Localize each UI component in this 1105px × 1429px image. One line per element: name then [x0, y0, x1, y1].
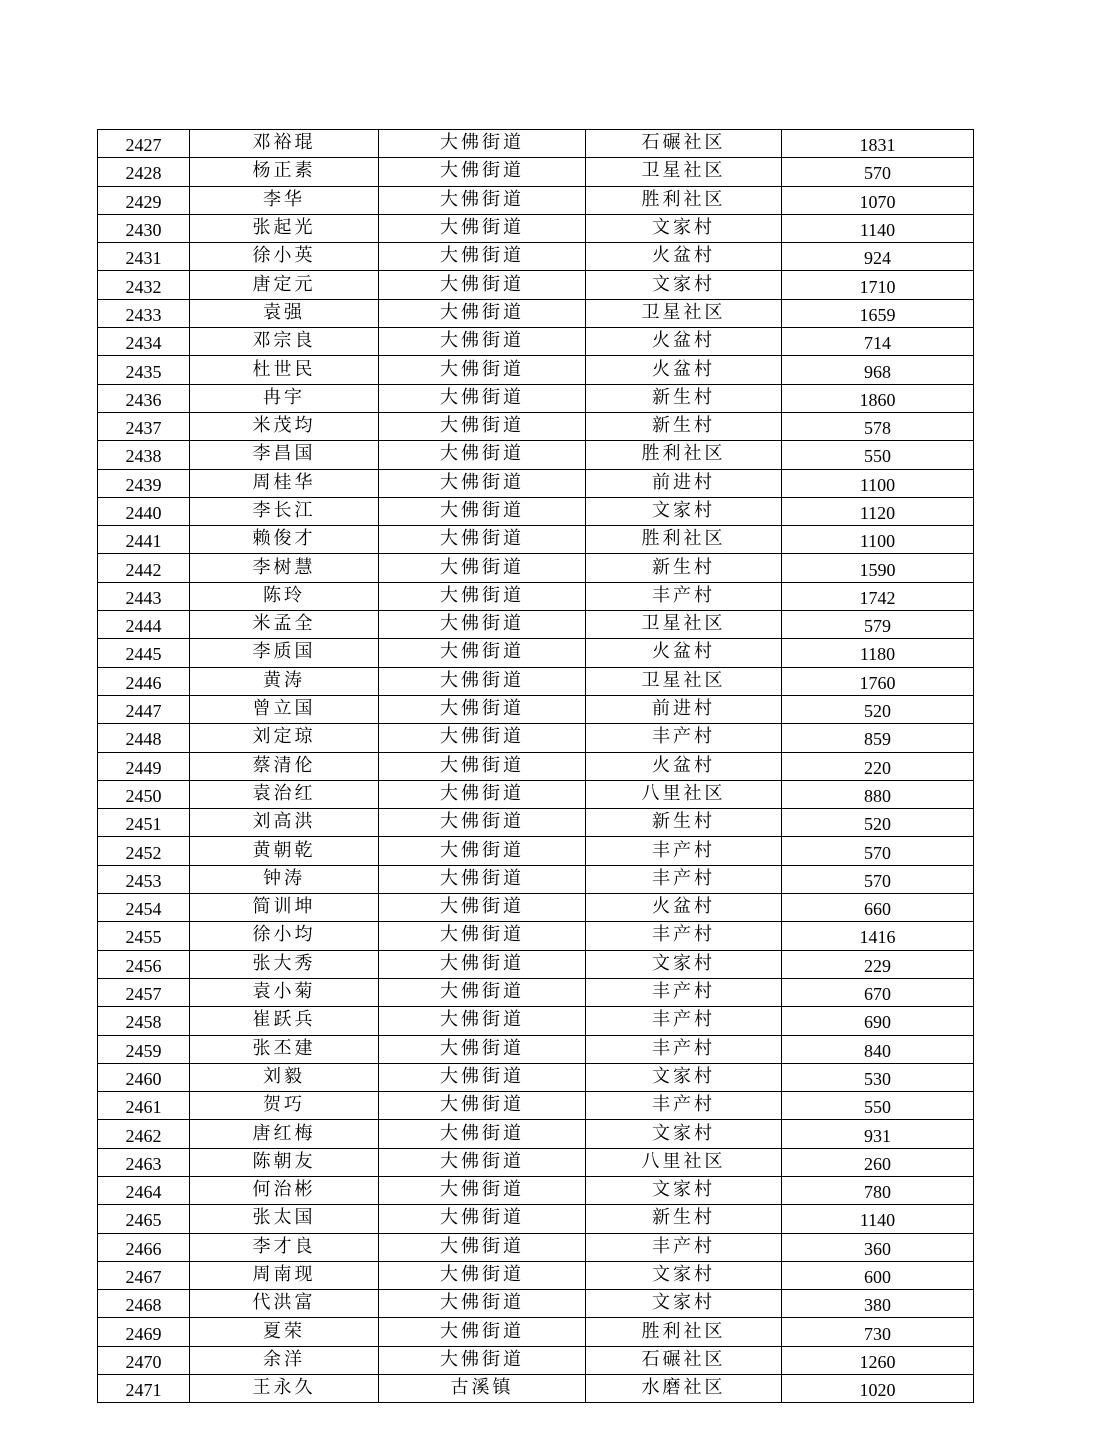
table-row — [98, 582, 974, 610]
amount-cell: 570 — [782, 158, 974, 186]
street-cell: 大佛街道 — [379, 639, 586, 667]
person-name-cell: 黄涛 — [190, 667, 379, 695]
row-number-cell: 2451 — [98, 809, 190, 837]
table-row — [98, 611, 974, 639]
street-cell: 大佛街道 — [379, 894, 586, 922]
community-cell: 丰产村 — [586, 1035, 782, 1063]
community-cell: 火盆村 — [586, 243, 782, 271]
person-name-cell: 李昌国 — [190, 441, 379, 469]
table-row — [98, 1233, 974, 1261]
row-number-cell: 2441 — [98, 526, 190, 554]
community-cell: 丰产村 — [586, 582, 782, 610]
community-cell: 新生村 — [586, 384, 782, 412]
row-number-cell: 2468 — [98, 1290, 190, 1318]
person-name-cell: 何治彬 — [190, 1176, 379, 1204]
person-name-cell: 钟涛 — [190, 865, 379, 893]
amount-cell: 360 — [782, 1233, 974, 1261]
table-row — [98, 837, 974, 865]
amount-cell: 1416 — [782, 922, 974, 950]
row-number-cell: 2429 — [98, 186, 190, 214]
person-name-cell: 袁小菊 — [190, 978, 379, 1006]
person-name-cell: 袁强 — [190, 299, 379, 327]
community-cell: 前进村 — [586, 469, 782, 497]
table-row — [98, 356, 974, 384]
person-name-cell: 李树慧 — [190, 554, 379, 582]
row-number-cell: 2435 — [98, 356, 190, 384]
row-number-cell: 2434 — [98, 328, 190, 356]
street-cell: 大佛街道 — [379, 441, 586, 469]
street-cell: 大佛街道 — [379, 1092, 586, 1120]
street-cell: 大佛街道 — [379, 1318, 586, 1346]
community-cell: 火盆村 — [586, 752, 782, 780]
person-name-cell: 王永久 — [190, 1375, 379, 1403]
street-cell: 大佛街道 — [379, 1007, 586, 1035]
community-cell: 丰产村 — [586, 1092, 782, 1120]
amount-cell: 1860 — [782, 384, 974, 412]
street-cell: 大佛街道 — [379, 299, 586, 327]
street-cell: 大佛街道 — [379, 1120, 586, 1148]
row-number-cell: 2458 — [98, 1007, 190, 1035]
person-name-cell: 李华 — [190, 186, 379, 214]
row-number-cell: 2449 — [98, 752, 190, 780]
community-cell: 火盆村 — [586, 639, 782, 667]
person-name-cell: 陈玲 — [190, 582, 379, 610]
amount-cell: 859 — [782, 724, 974, 752]
street-cell: 大佛街道 — [379, 271, 586, 299]
table-row — [98, 865, 974, 893]
street-cell: 大佛街道 — [379, 1261, 586, 1289]
amount-cell: 880 — [782, 780, 974, 808]
person-name-cell: 崔跃兵 — [190, 1007, 379, 1035]
amount-cell: 260 — [782, 1148, 974, 1176]
amount-cell: 1100 — [782, 469, 974, 497]
table-row — [98, 1375, 974, 1403]
community-cell: 火盆村 — [586, 328, 782, 356]
community-cell: 丰产村 — [586, 865, 782, 893]
community-cell: 石碾社区 — [586, 1346, 782, 1374]
table-row — [98, 328, 974, 356]
amount-cell: 730 — [782, 1318, 974, 1346]
table-row — [98, 1120, 974, 1148]
row-number-cell: 2428 — [98, 158, 190, 186]
street-cell: 大佛街道 — [379, 1035, 586, 1063]
amount-cell: 1180 — [782, 639, 974, 667]
person-name-cell: 刘毅 — [190, 1063, 379, 1091]
community-cell: 前进村 — [586, 695, 782, 723]
table-row — [98, 271, 974, 299]
street-cell: 大佛街道 — [379, 469, 586, 497]
row-number-cell: 2461 — [98, 1092, 190, 1120]
row-number-cell: 2431 — [98, 243, 190, 271]
table-row — [98, 1290, 974, 1318]
amount-cell: 520 — [782, 695, 974, 723]
table-row — [98, 1063, 974, 1091]
table-row — [98, 130, 974, 158]
community-cell: 新生村 — [586, 412, 782, 440]
person-name-cell: 蔡清伦 — [190, 752, 379, 780]
community-cell: 火盆村 — [586, 894, 782, 922]
community-cell: 卫星社区 — [586, 158, 782, 186]
person-name-cell: 刘定琼 — [190, 724, 379, 752]
street-cell: 大佛街道 — [379, 1176, 586, 1204]
table-row — [98, 384, 974, 412]
community-cell: 丰产村 — [586, 837, 782, 865]
street-cell: 大佛街道 — [379, 1148, 586, 1176]
community-cell: 石碾社区 — [586, 130, 782, 158]
street-cell: 大佛街道 — [379, 724, 586, 752]
community-cell: 文家村 — [586, 497, 782, 525]
person-name-cell: 唐红梅 — [190, 1120, 379, 1148]
street-cell: 大佛街道 — [379, 611, 586, 639]
row-number-cell: 2448 — [98, 724, 190, 752]
row-number-cell: 2446 — [98, 667, 190, 695]
amount-cell: 220 — [782, 752, 974, 780]
table-row — [98, 978, 974, 1006]
community-cell: 新生村 — [586, 809, 782, 837]
community-cell: 胜利社区 — [586, 1318, 782, 1346]
street-cell: 大佛街道 — [379, 412, 586, 440]
amount-cell: 1742 — [782, 582, 974, 610]
row-number-cell: 2464 — [98, 1176, 190, 1204]
row-number-cell: 2444 — [98, 611, 190, 639]
table-row — [98, 1318, 974, 1346]
person-name-cell: 李才良 — [190, 1233, 379, 1261]
street-cell: 大佛街道 — [379, 497, 586, 525]
amount-cell: 550 — [782, 441, 974, 469]
row-number-cell: 2463 — [98, 1148, 190, 1176]
table-row — [98, 1092, 974, 1120]
row-number-cell: 2462 — [98, 1120, 190, 1148]
table-row — [98, 1148, 974, 1176]
street-cell: 大佛街道 — [379, 1233, 586, 1261]
street-cell: 大佛街道 — [379, 809, 586, 837]
street-cell: 大佛街道 — [379, 695, 586, 723]
table-row — [98, 780, 974, 808]
amount-cell: 380 — [782, 1290, 974, 1318]
table-row — [98, 214, 974, 242]
table-row — [98, 1035, 974, 1063]
person-name-cell: 张起光 — [190, 214, 379, 242]
table-row — [98, 554, 974, 582]
table-row — [98, 186, 974, 214]
community-cell: 新生村 — [586, 1205, 782, 1233]
community-cell: 丰产村 — [586, 724, 782, 752]
row-number-cell: 2439 — [98, 469, 190, 497]
row-number-cell: 2460 — [98, 1063, 190, 1091]
row-number-cell: 2459 — [98, 1035, 190, 1063]
table-body — [98, 130, 974, 1403]
person-name-cell: 唐定元 — [190, 271, 379, 299]
table-row — [98, 752, 974, 780]
amount-cell: 1659 — [782, 299, 974, 327]
person-name-cell: 张大秀 — [190, 950, 379, 978]
person-name-cell: 李长江 — [190, 497, 379, 525]
row-number-cell: 2471 — [98, 1375, 190, 1403]
community-cell: 文家村 — [586, 1176, 782, 1204]
row-number-cell: 2453 — [98, 865, 190, 893]
person-name-cell: 周南现 — [190, 1261, 379, 1289]
row-number-cell: 2466 — [98, 1233, 190, 1261]
street-cell: 大佛街道 — [379, 328, 586, 356]
row-number-cell: 2457 — [98, 978, 190, 1006]
street-cell: 大佛街道 — [379, 356, 586, 384]
person-name-cell: 徐小均 — [190, 922, 379, 950]
person-name-cell: 杜世民 — [190, 356, 379, 384]
street-cell: 大佛街道 — [379, 667, 586, 695]
amount-cell: 924 — [782, 243, 974, 271]
community-cell: 八里社区 — [586, 1148, 782, 1176]
amount-cell: 1120 — [782, 497, 974, 525]
row-number-cell: 2467 — [98, 1261, 190, 1289]
amount-cell: 1020 — [782, 1375, 974, 1403]
amount-cell: 229 — [782, 950, 974, 978]
street-cell: 大佛街道 — [379, 186, 586, 214]
person-name-cell: 米茂均 — [190, 412, 379, 440]
row-number-cell: 2436 — [98, 384, 190, 412]
table-row — [98, 695, 974, 723]
street-cell: 大佛街道 — [379, 1205, 586, 1233]
person-name-cell: 陈朝友 — [190, 1148, 379, 1176]
amount-cell: 1140 — [782, 1205, 974, 1233]
amount-cell: 570 — [782, 837, 974, 865]
community-cell: 文家村 — [586, 1063, 782, 1091]
row-number-cell: 2433 — [98, 299, 190, 327]
street-cell: 大佛街道 — [379, 384, 586, 412]
amount-cell: 840 — [782, 1035, 974, 1063]
table-row — [98, 950, 974, 978]
person-name-cell: 李质国 — [190, 639, 379, 667]
person-name-cell: 徐小英 — [190, 243, 379, 271]
amount-cell: 931 — [782, 1120, 974, 1148]
street-cell: 古溪镇 — [379, 1375, 586, 1403]
community-cell: 水磨社区 — [586, 1375, 782, 1403]
street-cell: 大佛街道 — [379, 1346, 586, 1374]
street-cell: 大佛街道 — [379, 780, 586, 808]
table-row — [98, 1176, 974, 1204]
row-number-cell: 2455 — [98, 922, 190, 950]
community-cell: 胜利社区 — [586, 526, 782, 554]
person-name-cell: 邓宗良 — [190, 328, 379, 356]
street-cell: 大佛街道 — [379, 130, 586, 158]
amount-cell: 1070 — [782, 186, 974, 214]
community-cell: 卫星社区 — [586, 299, 782, 327]
amount-cell: 530 — [782, 1063, 974, 1091]
community-cell: 卫星社区 — [586, 667, 782, 695]
table-row — [98, 1346, 974, 1374]
person-name-cell: 余洋 — [190, 1346, 379, 1374]
person-name-cell: 张丕建 — [190, 1035, 379, 1063]
row-number-cell: 2465 — [98, 1205, 190, 1233]
table-row — [98, 441, 974, 469]
row-number-cell: 2456 — [98, 950, 190, 978]
table-row — [98, 526, 974, 554]
row-number-cell: 2432 — [98, 271, 190, 299]
street-cell: 大佛街道 — [379, 554, 586, 582]
table-row — [98, 667, 974, 695]
row-number-cell: 2450 — [98, 780, 190, 808]
community-cell: 文家村 — [586, 1120, 782, 1148]
person-name-cell: 代洪富 — [190, 1290, 379, 1318]
table-row — [98, 1205, 974, 1233]
amount-cell: 670 — [782, 978, 974, 1006]
row-number-cell: 2440 — [98, 497, 190, 525]
table-row — [98, 243, 974, 271]
amount-cell: 660 — [782, 894, 974, 922]
amount-cell: 579 — [782, 611, 974, 639]
street-cell: 大佛街道 — [379, 978, 586, 1006]
street-cell: 大佛街道 — [379, 158, 586, 186]
table-row — [98, 158, 974, 186]
street-cell: 大佛街道 — [379, 865, 586, 893]
street-cell: 大佛街道 — [379, 214, 586, 242]
amount-cell: 1260 — [782, 1346, 974, 1374]
community-cell: 文家村 — [586, 1261, 782, 1289]
row-number-cell: 2447 — [98, 695, 190, 723]
amount-cell: 578 — [782, 412, 974, 440]
street-cell: 大佛街道 — [379, 243, 586, 271]
street-cell: 大佛街道 — [379, 1063, 586, 1091]
table-row — [98, 1261, 974, 1289]
row-number-cell: 2469 — [98, 1318, 190, 1346]
person-name-cell: 黄朝乾 — [190, 837, 379, 865]
table-row — [98, 299, 974, 327]
community-cell: 新生村 — [586, 554, 782, 582]
row-number-cell: 2438 — [98, 441, 190, 469]
person-name-cell: 简训坤 — [190, 894, 379, 922]
community-cell: 文家村 — [586, 950, 782, 978]
street-cell: 大佛街道 — [379, 1290, 586, 1318]
row-number-cell: 2443 — [98, 582, 190, 610]
table-row — [98, 809, 974, 837]
amount-cell: 1710 — [782, 271, 974, 299]
person-name-cell: 赖俊才 — [190, 526, 379, 554]
amount-cell: 1590 — [782, 554, 974, 582]
table-row — [98, 497, 974, 525]
person-name-cell: 冉宇 — [190, 384, 379, 412]
table-row — [98, 412, 974, 440]
amount-cell: 690 — [782, 1007, 974, 1035]
community-cell: 火盆村 — [586, 356, 782, 384]
person-name-cell: 夏荣 — [190, 1318, 379, 1346]
table-row — [98, 922, 974, 950]
community-cell: 丰产村 — [586, 1007, 782, 1035]
amount-cell: 1100 — [782, 526, 974, 554]
person-name-cell: 张太国 — [190, 1205, 379, 1233]
person-name-cell: 杨正素 — [190, 158, 379, 186]
person-name-cell: 周桂华 — [190, 469, 379, 497]
amount-cell: 550 — [782, 1092, 974, 1120]
row-number-cell: 2437 — [98, 412, 190, 440]
row-number-cell: 2427 — [98, 130, 190, 158]
row-number-cell: 2442 — [98, 554, 190, 582]
table-row — [98, 639, 974, 667]
data-table — [97, 129, 974, 1403]
person-name-cell: 刘高洪 — [190, 809, 379, 837]
person-name-cell: 贺巧 — [190, 1092, 379, 1120]
community-cell: 八里社区 — [586, 780, 782, 808]
community-cell: 胜利社区 — [586, 441, 782, 469]
community-cell: 文家村 — [586, 1290, 782, 1318]
person-name-cell: 邓裕琨 — [190, 130, 379, 158]
community-cell: 丰产村 — [586, 978, 782, 1006]
table-row — [98, 894, 974, 922]
table-row — [98, 1007, 974, 1035]
person-name-cell: 袁治红 — [190, 780, 379, 808]
row-number-cell: 2470 — [98, 1346, 190, 1374]
person-name-cell: 米孟全 — [190, 611, 379, 639]
table-row — [98, 724, 974, 752]
amount-cell: 1760 — [782, 667, 974, 695]
community-cell: 丰产村 — [586, 922, 782, 950]
street-cell: 大佛街道 — [379, 837, 586, 865]
row-number-cell: 2452 — [98, 837, 190, 865]
community-cell: 丰产村 — [586, 1233, 782, 1261]
street-cell: 大佛街道 — [379, 922, 586, 950]
amount-cell: 780 — [782, 1176, 974, 1204]
amount-cell: 570 — [782, 865, 974, 893]
amount-cell: 1140 — [782, 214, 974, 242]
person-name-cell: 曾立国 — [190, 695, 379, 723]
community-cell: 卫星社区 — [586, 611, 782, 639]
street-cell: 大佛街道 — [379, 752, 586, 780]
amount-cell: 968 — [782, 356, 974, 384]
amount-cell: 714 — [782, 328, 974, 356]
row-number-cell: 2430 — [98, 214, 190, 242]
community-cell: 文家村 — [586, 214, 782, 242]
street-cell: 大佛街道 — [379, 582, 586, 610]
street-cell: 大佛街道 — [379, 950, 586, 978]
community-cell: 文家村 — [586, 271, 782, 299]
amount-cell: 600 — [782, 1261, 974, 1289]
row-number-cell: 2445 — [98, 639, 190, 667]
amount-cell: 1831 — [782, 130, 974, 158]
amount-cell: 520 — [782, 809, 974, 837]
community-cell: 胜利社区 — [586, 186, 782, 214]
row-number-cell: 2454 — [98, 894, 190, 922]
street-cell: 大佛街道 — [379, 526, 586, 554]
table-row — [98, 469, 974, 497]
